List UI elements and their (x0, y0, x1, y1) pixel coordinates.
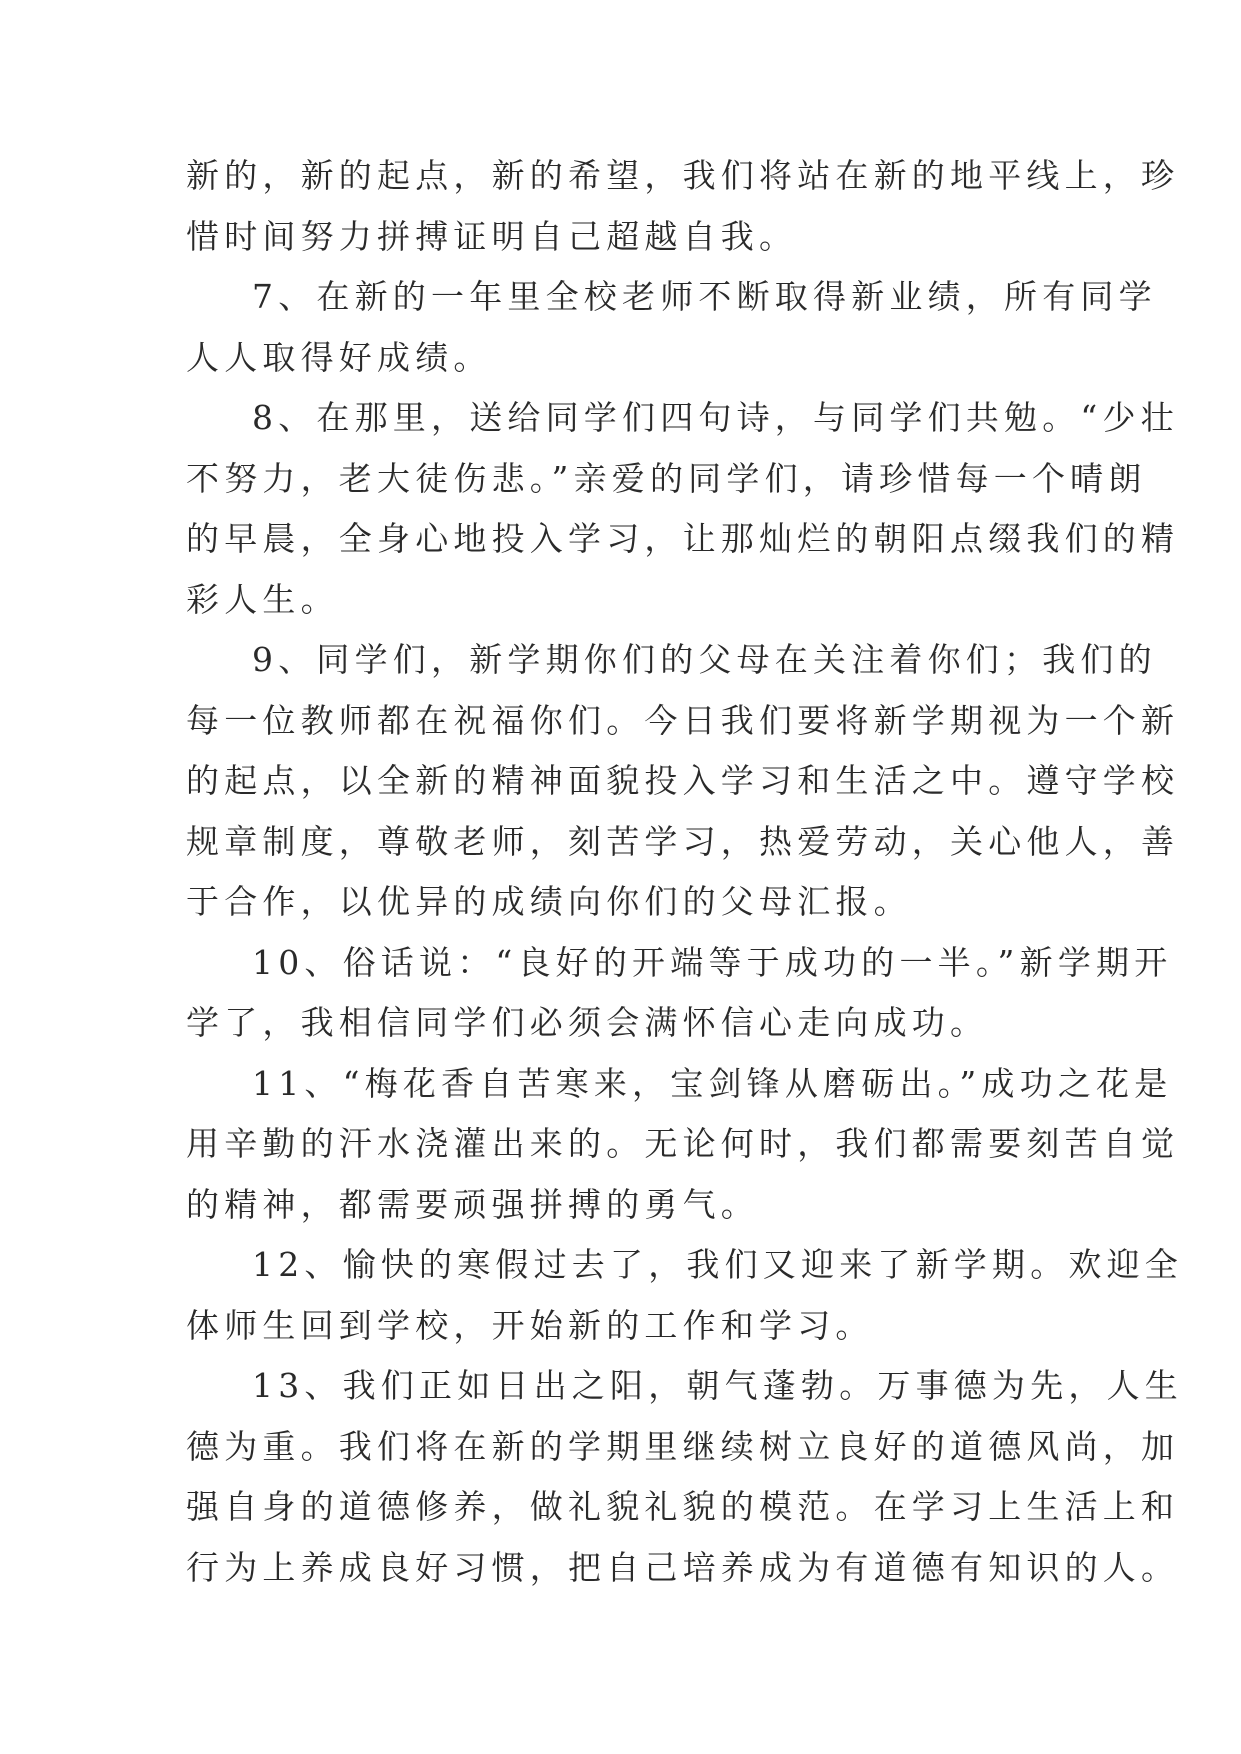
text-line: 强自身的道德修养，做礼貌礼貌的模范。在学习上生活上和 (186, 1487, 1180, 1526)
text-line: 体师生回到学校，开始新的工作和学习。 (186, 1305, 874, 1345)
paragraph-start-line: 7、在新的一年里全校老师不断取得新业绩，所有同学 (252, 277, 1157, 316)
paragraph-start-line: 12、愉快的寒假过去了，我们又迎来了新学期。欢迎全 (252, 1245, 1183, 1284)
text-line: 的早晨，全身心地投入学习，让那灿烂的朝阳点缀我们的精 (186, 519, 1180, 558)
text-line: 的精神，都需要顽强拼搏的勇气。 (186, 1184, 759, 1224)
text-line: 每一位教师都在祝福你们。今日我们要将新学期视为一个新 (186, 700, 1180, 740)
text-line: 学了，我相信同学们必须会满怀信心走向成功。 (186, 1003, 989, 1042)
paragraph-start-line: 8、在那里，送给同学们四句诗，与同学们共勉。“少壮 (252, 398, 1179, 437)
text-line: 不努力，老大徒伤悲。”亲爱的同学们，请珍惜每一个晴朗 (186, 458, 1147, 498)
text-line: 用辛勤的汗水浇灌出来的。无论何时，我们都需要刻苦自觉 (186, 1124, 1180, 1163)
text-line: 规章制度，尊敬老师，刻苦学习，热爱劳动，关心他人，善 (186, 821, 1180, 861)
text-line: 惜时间努力拼搏证明自己超越自我。 (186, 216, 798, 256)
text-line: 彩人生。 (186, 579, 339, 619)
text-line: 新的，新的起点，新的希望，我们将站在新的地平线上，珍 (186, 156, 1180, 195)
text-line: 人人取得好成绩。 (186, 337, 492, 377)
paragraph-start-line: 13、我们正如日出之阳，朝气蓬勃。万事德为先，人生 (252, 1366, 1183, 1405)
text-line: 德为重。我们将在新的学期里继续树立良好的道德风尚，加 (186, 1426, 1180, 1466)
paragraph-start-line: 11、“梅花香自苦寒来，宝剑锋从磨砺出。”成功之花是 (252, 1063, 1173, 1103)
paragraph-start-line: 10、俗话说：“良好的开端等于成功的一半。”新学期开 (252, 942, 1173, 982)
paragraph-start-line: 9、同学们，新学期你们的父母在关注着你们；我们的 (252, 640, 1157, 679)
text-line: 于合作，以优异的成绩向你们的父母汇报。 (186, 882, 912, 921)
text-line: 行为上养成良好习惯，把自己培养成为有道德有知识的人。 (186, 1547, 1180, 1587)
text-line: 的起点，以全新的精神面貌投入学习和生活之中。遵守学校 (186, 761, 1180, 800)
document-body (186, 146, 1183, 1598)
